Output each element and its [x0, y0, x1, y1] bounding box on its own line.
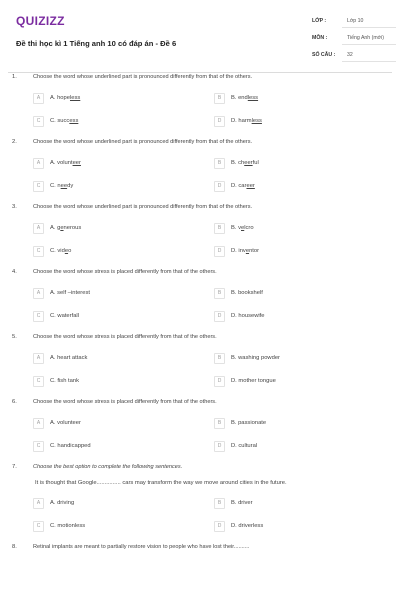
- answer-letter-box[interactable]: [33, 498, 44, 509]
- answer-text-part: ful: [252, 160, 259, 166]
- answer-letter-box[interactable]: [214, 311, 225, 322]
- answer-letter: B: [217, 95, 222, 101]
- answer-letter: D: [217, 248, 222, 254]
- answer-letter: A: [36, 225, 41, 231]
- answer-letter-box[interactable]: [214, 158, 225, 169]
- answer-text: [50, 95, 80, 101]
- meta-row-subject: [312, 32, 396, 49]
- meta-divider: [342, 44, 396, 45]
- answer-text: [50, 523, 85, 529]
- question-prompt: Choose the word whose stress is placed differently from that of the others.: [33, 334, 217, 340]
- answer-row: [33, 91, 383, 106]
- answer-row: [33, 496, 383, 511]
- meta-divider: [342, 27, 396, 28]
- answer-text: [231, 355, 280, 361]
- underlined-part: less: [247, 95, 259, 101]
- answer-letter-box[interactable]: [33, 158, 44, 169]
- answer-letter-box[interactable]: [33, 116, 44, 127]
- question-item: [12, 464, 388, 534]
- question-item: [12, 399, 388, 454]
- question-prompt: Choose the word whose underlined part is pronounced differently from that of the others.: [33, 139, 253, 145]
- answer-text-part: A. driving: [50, 500, 75, 506]
- answer-letter: A: [36, 500, 41, 506]
- answer-text: [50, 160, 81, 166]
- answer-text: [231, 290, 263, 296]
- underlined-part: e: [241, 225, 245, 231]
- answer-text: [231, 500, 253, 506]
- answer-text: [50, 500, 74, 506]
- meta-value: Tiếng Anh (mới): [347, 35, 384, 41]
- answer-text: [50, 290, 90, 296]
- answer-text-part: D. driverless: [231, 523, 264, 529]
- answer-row: [33, 156, 383, 171]
- answer-letter-box[interactable]: [214, 376, 225, 387]
- meta-row-question-count: [312, 49, 396, 66]
- answer-text-part: A. volunt: [50, 160, 73, 166]
- answer-text-part: B. bookshelf: [231, 290, 263, 296]
- answer-text-part: dy: [67, 183, 74, 189]
- answer-text-part: C. handicapped: [50, 443, 91, 449]
- question-prompt: Retinal implants are meant to partially restore vision to people who have lost their..........: [33, 544, 250, 550]
- answer-letter: A: [36, 420, 41, 426]
- question-number: 4.: [12, 269, 17, 275]
- answer-text-part: D. car: [231, 183, 247, 189]
- answer-letter-box[interactable]: [33, 311, 44, 322]
- answer-text-part: A. hope: [50, 95, 70, 101]
- answer-text-part: B. ch: [231, 160, 245, 166]
- answer-text-part: B. end: [231, 95, 248, 101]
- answer-text: [231, 248, 259, 254]
- answer-text: [231, 183, 255, 189]
- answer-letter: A: [36, 290, 41, 296]
- answer-letter: D: [217, 183, 222, 189]
- answer-letter: D: [217, 313, 222, 319]
- answer-text-part: B. washing powder: [231, 355, 280, 361]
- question-item: [12, 334, 388, 389]
- answer-text-part: A. heart attack: [50, 355, 88, 361]
- answer-text-part: D. harm: [231, 118, 252, 124]
- answer-letter-box[interactable]: [33, 223, 44, 234]
- question-prompt: Choose the best option to complete the following sentences.: [33, 464, 183, 470]
- answer-text: [231, 378, 276, 384]
- quizizz-logo: QUIZIZZ: [16, 14, 65, 28]
- answer-text-part: C. motionless: [50, 523, 86, 529]
- answer-letter-box[interactable]: [214, 223, 225, 234]
- meta-value: Lớp 10: [347, 18, 364, 24]
- answer-text-part: B. driver: [231, 500, 253, 506]
- answer-options: [33, 286, 383, 324]
- question-number: 8.: [12, 544, 17, 550]
- meta-row-class: [312, 15, 396, 32]
- answer-letter: D: [217, 118, 222, 124]
- answer-text: [231, 118, 262, 124]
- meta-label: MÔN :: [312, 35, 328, 41]
- answer-letter: B: [217, 420, 222, 426]
- meta-label: SỐ CÂU :: [312, 52, 336, 58]
- answer-text-part: D. cultural: [231, 443, 258, 449]
- question-item: [12, 139, 388, 194]
- underlined-part: less: [69, 95, 81, 101]
- underlined-part: e: [245, 248, 250, 254]
- question-prompt: Choose the word whose underlined part is pronounced differently from that of the others.: [33, 74, 253, 80]
- question-number: 7.: [12, 464, 17, 470]
- answer-row: [33, 179, 383, 194]
- question-list: [12, 74, 388, 561]
- answer-row: [33, 351, 383, 366]
- answer-letter-box[interactable]: [33, 288, 44, 299]
- answer-text: [231, 95, 258, 101]
- answer-letter-box[interactable]: [214, 418, 225, 429]
- answer-text: [50, 225, 81, 231]
- answer-text-part: C. vid: [50, 248, 65, 254]
- answer-text-part: A. self –interest: [50, 290, 90, 296]
- answer-letter: B: [217, 355, 222, 361]
- underlined-part: e: [60, 225, 64, 231]
- answer-row: [33, 244, 383, 259]
- answer-letter: B: [217, 500, 222, 506]
- answer-options: [33, 221, 383, 259]
- question-prompt: Choose the word whose stress is placed differently from that of the others.: [33, 399, 217, 405]
- answer-letter-box[interactable]: [214, 116, 225, 127]
- answer-text-part: D. inv: [231, 248, 246, 254]
- answer-options: [33, 496, 383, 534]
- answer-letter: D: [217, 443, 222, 449]
- answer-letter: D: [217, 378, 222, 384]
- answer-options: [33, 91, 383, 129]
- meta-value: 32: [347, 52, 353, 58]
- question-number: 2.: [12, 139, 17, 145]
- answer-letter-box[interactable]: [33, 376, 44, 387]
- answer-text-part: C. fish tank: [50, 378, 79, 384]
- answer-text: [50, 313, 79, 319]
- question-prompt: Choose the word whose underlined part is pronounced differently from that of the others.: [33, 204, 253, 210]
- answer-letter: B: [217, 160, 222, 166]
- answer-text-part: A. volunteer: [50, 420, 81, 426]
- answer-row: [33, 519, 383, 534]
- answer-letter-box[interactable]: [33, 93, 44, 104]
- question-prompt: Choose the word whose stress is placed differently from that of the others.: [33, 269, 217, 275]
- question-item: [12, 544, 388, 551]
- answer-letter: C: [36, 183, 41, 189]
- underlined-part: less: [251, 118, 262, 124]
- question-item: [12, 204, 388, 259]
- answer-row: [33, 416, 383, 431]
- underlined-part: ess: [69, 118, 79, 124]
- answer-letter: C: [36, 443, 41, 449]
- answer-text: [231, 523, 263, 529]
- answer-text-part: C. waterfall: [50, 313, 79, 319]
- answer-letter: B: [217, 225, 222, 231]
- answer-letter-box[interactable]: [214, 521, 225, 532]
- underlined-part: ee: [60, 183, 68, 189]
- answer-letter: A: [36, 355, 41, 361]
- answer-text-part: B. passionate: [231, 420, 267, 426]
- answer-letter-box[interactable]: [214, 181, 225, 192]
- underlined-part: e: [64, 248, 69, 254]
- worksheet-header: [8, 8, 392, 73]
- question-number: 1.: [12, 74, 17, 80]
- answer-row: [33, 221, 383, 236]
- answer-text-part: nerous: [63, 225, 82, 231]
- answer-text-part: lcro: [244, 225, 254, 231]
- answer-letter-box[interactable]: [214, 353, 225, 364]
- answer-text: [231, 160, 259, 166]
- answer-options: [33, 351, 383, 389]
- underlined-part: eer: [244, 160, 253, 166]
- answer-text: [50, 183, 73, 189]
- answer-text: [50, 355, 87, 361]
- answer-letter-box[interactable]: [33, 181, 44, 192]
- question-number: 3.: [12, 204, 17, 210]
- question-item: [12, 269, 388, 324]
- answer-text-part: D. housewife: [231, 313, 265, 319]
- answer-text-part: C. succ: [50, 118, 70, 124]
- answer-letter: C: [36, 248, 41, 254]
- answer-text: [50, 420, 81, 426]
- answer-row: [33, 439, 383, 454]
- answer-letter: C: [36, 378, 41, 384]
- answer-letter: B: [217, 290, 222, 296]
- meta-label: LỚP :: [312, 18, 327, 24]
- answer-letter-box[interactable]: [214, 93, 225, 104]
- answer-row: [33, 374, 383, 389]
- answer-text: [231, 313, 265, 319]
- answer-text: [231, 420, 266, 426]
- answer-letter: A: [36, 160, 41, 166]
- underlined-part: eer: [246, 183, 255, 189]
- answer-row: [33, 309, 383, 324]
- answer-letter-box[interactable]: [214, 288, 225, 299]
- answer-text-part: C. n: [50, 183, 61, 189]
- answer-text: [50, 378, 79, 384]
- answer-letter-box[interactable]: [214, 246, 225, 257]
- answer-letter: C: [36, 118, 41, 124]
- answer-text: [231, 443, 257, 449]
- answer-letter-box[interactable]: [33, 246, 44, 257]
- answer-text-part: B. v: [231, 225, 241, 231]
- question-number: 6.: [12, 399, 17, 405]
- answer-letter: D: [217, 523, 222, 529]
- answer-letter: C: [36, 313, 41, 319]
- question-sentence: It is thought that Google............... cars may transform the way we move around cities in the future.: [35, 480, 287, 486]
- answer-letter-box[interactable]: [33, 521, 44, 532]
- answer-letter-box[interactable]: [214, 441, 225, 452]
- answer-letter-box[interactable]: [33, 441, 44, 452]
- answer-text: [50, 248, 71, 254]
- answer-text-part: A. g: [50, 225, 61, 231]
- answer-text-part: D. mother tongue: [231, 378, 276, 384]
- answer-letter-box[interactable]: [214, 498, 225, 509]
- worksheet-title: Đề thi học kì 1 Tiếng anh 10 có đáp án - Đề 6: [16, 39, 177, 48]
- answer-letter: A: [36, 95, 41, 101]
- underlined-part: eer: [72, 160, 81, 166]
- answer-letter-box[interactable]: [33, 418, 44, 429]
- answer-text: [50, 443, 91, 449]
- worksheet-meta: [312, 15, 396, 66]
- answer-row: [33, 286, 383, 301]
- answer-options: [33, 156, 383, 194]
- meta-divider: [342, 61, 396, 62]
- answer-letter-box[interactable]: [33, 353, 44, 364]
- answer-text: [231, 225, 254, 231]
- question-item: [12, 74, 388, 129]
- answer-row: [33, 114, 383, 129]
- answer-text: [50, 118, 78, 124]
- answer-letter: C: [36, 523, 41, 529]
- answer-options: [33, 416, 383, 454]
- answer-text-part: o: [68, 248, 72, 254]
- question-number: 5.: [12, 334, 17, 340]
- answer-text-part: ntor: [249, 248, 260, 254]
